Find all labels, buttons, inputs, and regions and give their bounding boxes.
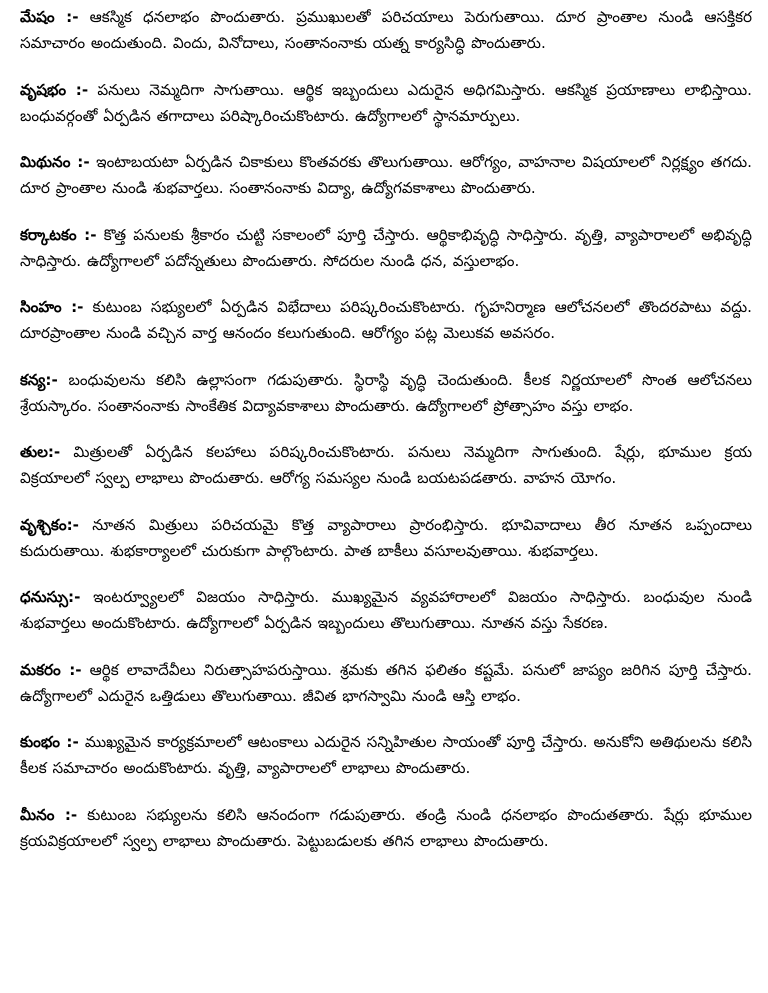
prediction-text: బంధువులను కలిసి ఉల్లాసంగా గడుపుతారు. స్థిరాస్థి వృద్ధి చెందుతుంది. కీలక నిర్ణయాలలో సొంత ఆలోచనలు శ్రేయస్కారం. సంతానంనాకు సాంకేతిక విద్యావకాశాలు పొందుతారు. ఉద్యోగాలలో ప్రోత్సాహం వస్తు లాభం. xyxy=(20,370,753,415)
sign-name: మీనం :- xyxy=(20,805,78,824)
sign-name: వృషభం :- xyxy=(20,80,89,99)
sign-name: కర్కాటకం :- xyxy=(20,225,97,244)
sign-name: తుల:- xyxy=(20,443,61,461)
prediction-text: ఆకస్మిక ధనలాభం పొందుతారు. ప్రముఖులతో పరిచయాలు పెరుగుతాయి. దూర ప్రాంతాల నుండి ఆసక్తికర సమాచారం అందుతుంది. విందు, వినోదాలు, సంతానంనాకు యత్న కార్యసిద్ధి పొందుతారు. xyxy=(20,8,753,52)
sign-name: వృశ్చికం:- xyxy=(20,515,79,534)
horoscope-entry-tula xyxy=(20,439,752,491)
prediction-text: ఇంటాబయటా ఏర్పడిన చికాకులు కొంతవరకు తొలుగుతాయి. ఆరోగ్యం, వాహనాల విషయాలలో నిర్లక్ష్యం తగదు. దూర ప్రాంతాల నుండి శుభవార్తలు. సంతానంనాకు విద్యా, ఉద్యోగవకాశాలు పొందుతారు. xyxy=(20,153,752,197)
prediction-text: ముఖ్యమైన కార్యక్రమాలలో ఆటంకాలు ఎదురైన సన్నిహితుల సాయంతో పూర్తి చేస్తారు. అనుకోని అతిథులను కలిసి కీలక సమాచారం అందుకొంటారు. వృత్తి, వ్యాపారాలలో లాభాలు పొందుతారు. xyxy=(20,733,753,777)
prediction-text: కుటుంబ సభ్యులను కలిసి ఆనందంగా గడుపుతారు. తండ్రి నుండి ధనలాభం పొందుతతారు. షేర్లు భూముల క్రయవిక్రయాలలో స్వల్ప లాభాలు పొందుతారు. పెట్టుబడులకు తగిన లాభాలు పొందుతారు. xyxy=(20,805,752,850)
sign-name: సింహం :- xyxy=(20,298,84,316)
horoscope-entry-kanya xyxy=(20,367,752,419)
sign-name: కుంభం :- xyxy=(20,733,79,751)
horoscope-entry-dhanussu xyxy=(20,584,752,636)
prediction-text: మిత్రులతో ఏర్పడిన కలహాలు పరిష్కరించుకొంటారు. పనులు నెమ్మదిగా సాగుతుంది. షేర్లు, భూముల క్రయ విక్రయాలలో స్వల్ప లాభాలు పొందుతారు. ఆరోగ్య సమస్యల నుండి బయటపడతారు. వాహన యోగం. xyxy=(20,443,752,487)
horoscope-entry-mithunam xyxy=(20,149,752,201)
sign-name: కన్య:- xyxy=(20,370,58,389)
horoscope-entry-makaram xyxy=(20,657,752,709)
prediction-text: నూతన మిత్రులు పరిచయమై కొత్త వ్యాపారాలు ప్రారంభిస్తారు. భూవివాదాలు తీర నూతన ఒప్పందాలు కుదురుతాయి. శుభకార్యాలలో చురుకుగా పాల్గొంటారు. పాత బాకీలు వసూలవుతాయి. శుభవార్తలు. xyxy=(20,515,752,560)
prediction-text: ఆర్థిక లావాదేవీలు నిరుత్సాహపరుస్తాయి. శ్రమకు తగిన ఫలితం కష్టమే. పనులో జాప్యం జరిగిన పూర్తి చేస్తారు. ఉద్యోగాలలో ఎదురైన ఒత్తిడులు తొలుగుతాయి. జీవిత భాగస్వామి నుండి ఆస్తి లాభం. xyxy=(20,660,752,705)
horoscope-entry-mesham xyxy=(20,4,752,56)
horoscope-entry-vruschikam xyxy=(20,512,752,564)
horoscope-entry-kumbham xyxy=(20,729,752,781)
horoscope-entry-simham xyxy=(20,294,752,346)
prediction-text: కుటుంబ సభ్యులలో ఏర్పడిన విభేదాలు పరిష్కరించుకొంటారు. గృహనిర్మాణ ఆలోచనలలో తొందరపాటు వద్దు. దూరప్రాంతాల నుండి వచ్చిన వార్త ఆనందం కలుగుతుంది. ఆరోగ్యం పట్ల మెలుకవ అవసరం. xyxy=(20,298,752,342)
sign-name: మేషం :- xyxy=(20,8,79,26)
prediction-text: కొత్త పనులకు శ్రీకారం చుట్టి సకాలంలో పూర్తి చేస్తారు. ఆర్థికాభివృద్ధి సాధిస్తారు. వృత్తి, వ్యాపారాలలో అభివృద్ధి సాధిస్తారు. ఉద్యోగాలలో పదోన్నతులు పొందుతారు. సోదరుల నుండి ధన, వస్తులాభం. xyxy=(20,225,752,270)
prediction-text: ఇంటర్వ్యూలలో విజయం సాధిస్తారు. ముఖ్యమైన వ్యవహారాలలో విజయం సాధిస్తారు. బంధువుల నుండి శుభవార్తలు అందుకొంటారు. ఉద్యోగాలలో ఏర్పడిన ఇబ్బందులు తొలుగుతాయి. నూతన వస్తు సేకరణ. xyxy=(20,588,753,632)
sign-name: మిథునం :- xyxy=(20,153,90,171)
horoscope-entry-vrushabham xyxy=(20,77,752,129)
sign-name: మకరం :- xyxy=(20,660,82,679)
horoscope-entry-karkatakam xyxy=(20,222,752,274)
prediction-text: పనులు నెమ్మదిగా సాగుతాయి. ఆర్థిక ఇబ్బందులు ఎదురైన అధిగమిస్తారు. ఆకస్మిక ప్రయాణాలు లాభిస్తాయి. బంధువర్గంతో ఏర్పడిన తగాదాలు పరిష్కారించుకొంటారు. ఉద్యోగాలలో స్థానమార్పులు. xyxy=(20,80,753,125)
horoscope-entry-meenam xyxy=(20,802,752,854)
sign-name: ధనుస్సు:- xyxy=(20,588,81,606)
